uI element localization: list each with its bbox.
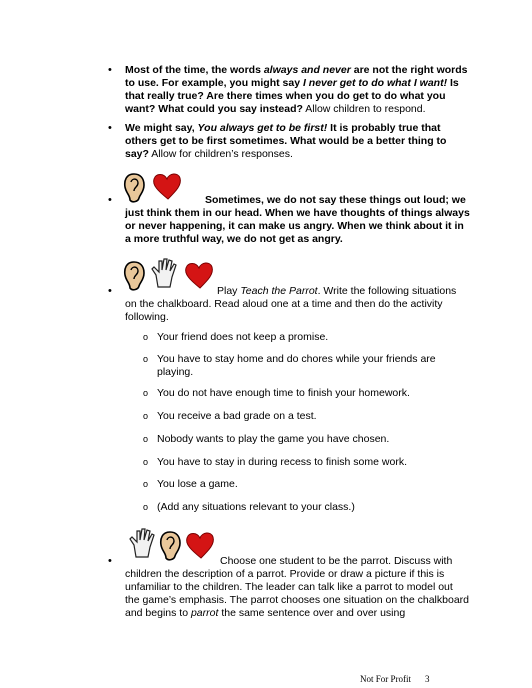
list-marker: o (143, 388, 149, 398)
text: Play (217, 285, 241, 297)
situation-text: You receive a bad grade on a test. (157, 410, 317, 422)
footer-text: Not For Profit (360, 674, 412, 684)
situation-text: You do not have enough time to finish your homework. (157, 387, 410, 399)
list-item (143, 456, 462, 469)
bullet: • (108, 285, 112, 297)
situation-text: Your friend does not keep a promise. (157, 331, 329, 343)
list-marker: o (143, 354, 149, 364)
bullet: • (108, 194, 112, 206)
paragraph-teach-the-parrot (125, 285, 470, 324)
text: . Write the following situations on the chalkboard. Read aloud one at a time and then do the activity following. (125, 285, 457, 323)
list-item (143, 353, 462, 379)
paragraph-always-never (125, 64, 470, 116)
hand-icon (130, 529, 154, 557)
text: We might say, (125, 122, 198, 134)
page-number: 3 (425, 674, 430, 684)
situation-text: You have to stay in during recess to finish some work. (157, 456, 407, 468)
instruction-text: Allow for children’s responses. (148, 148, 293, 160)
bullet: • (108, 64, 112, 76)
page-footer (360, 674, 430, 684)
list-marker: o (143, 502, 149, 512)
list-item (143, 410, 462, 423)
text: Most of the time, the words (125, 64, 264, 76)
list-marker: o (143, 434, 149, 444)
text: Sometimes, we do not say these things out loud; we just think them in our head. When we have thoughts of things always or never happening, it can make us angry. When we think about it in a more truthful way, we do not get as angry. (125, 194, 470, 245)
paragraph-choose-parrot (125, 555, 470, 620)
text-emphasis: parrot (190, 607, 219, 619)
text-emphasis: I never get to do what I want! (302, 77, 448, 89)
list-marker: o (143, 411, 149, 421)
list-item (143, 501, 462, 514)
text: It is probably true that others get to be first sometimes. What would be a better thing to say? (125, 122, 447, 160)
text: Is that really true? Are there times when you do get to do what you want? What could you say instead? (125, 77, 459, 115)
bullet: • (108, 122, 112, 134)
situation-text: You lose a game. (157, 478, 238, 490)
activity-name: Teach the Parrot (240, 285, 318, 297)
instruction-text: Allow children to respond. (302, 103, 426, 115)
text: the same sentence over and over using (218, 607, 406, 619)
situation-text: (Add any situations relevant to your class.) (157, 501, 355, 513)
list-item (143, 478, 462, 491)
hand-icon (152, 259, 176, 287)
bullet: • (108, 555, 112, 567)
situation-text: Nobody wants to play the game you have chosen. (157, 433, 390, 445)
list-marker: o (143, 479, 149, 489)
paragraph-always-first (125, 122, 470, 161)
list-item (143, 331, 462, 344)
paragraph-thoughts (125, 194, 470, 246)
list-marker: o (143, 332, 149, 342)
text: Choose one student to be the parrot. Discuss with children the description of a parrot. Provide or draw a picture if this is unfamiliar to the children. The leader can talk like a parrot to model out the game’s emphasis. The parrot chooses one situation on the chalkboard and begins to (125, 555, 469, 619)
text-emphasis: You always get to be first! (197, 122, 328, 134)
list-item (143, 433, 462, 446)
list-item (143, 387, 462, 400)
text-emphasis: always and never (263, 64, 351, 76)
list-marker: o (143, 457, 149, 467)
situation-text: You have to stay home and do chores while your friends are playing. (157, 353, 436, 378)
text: are not the right words to use. For example, you might say (125, 64, 468, 89)
